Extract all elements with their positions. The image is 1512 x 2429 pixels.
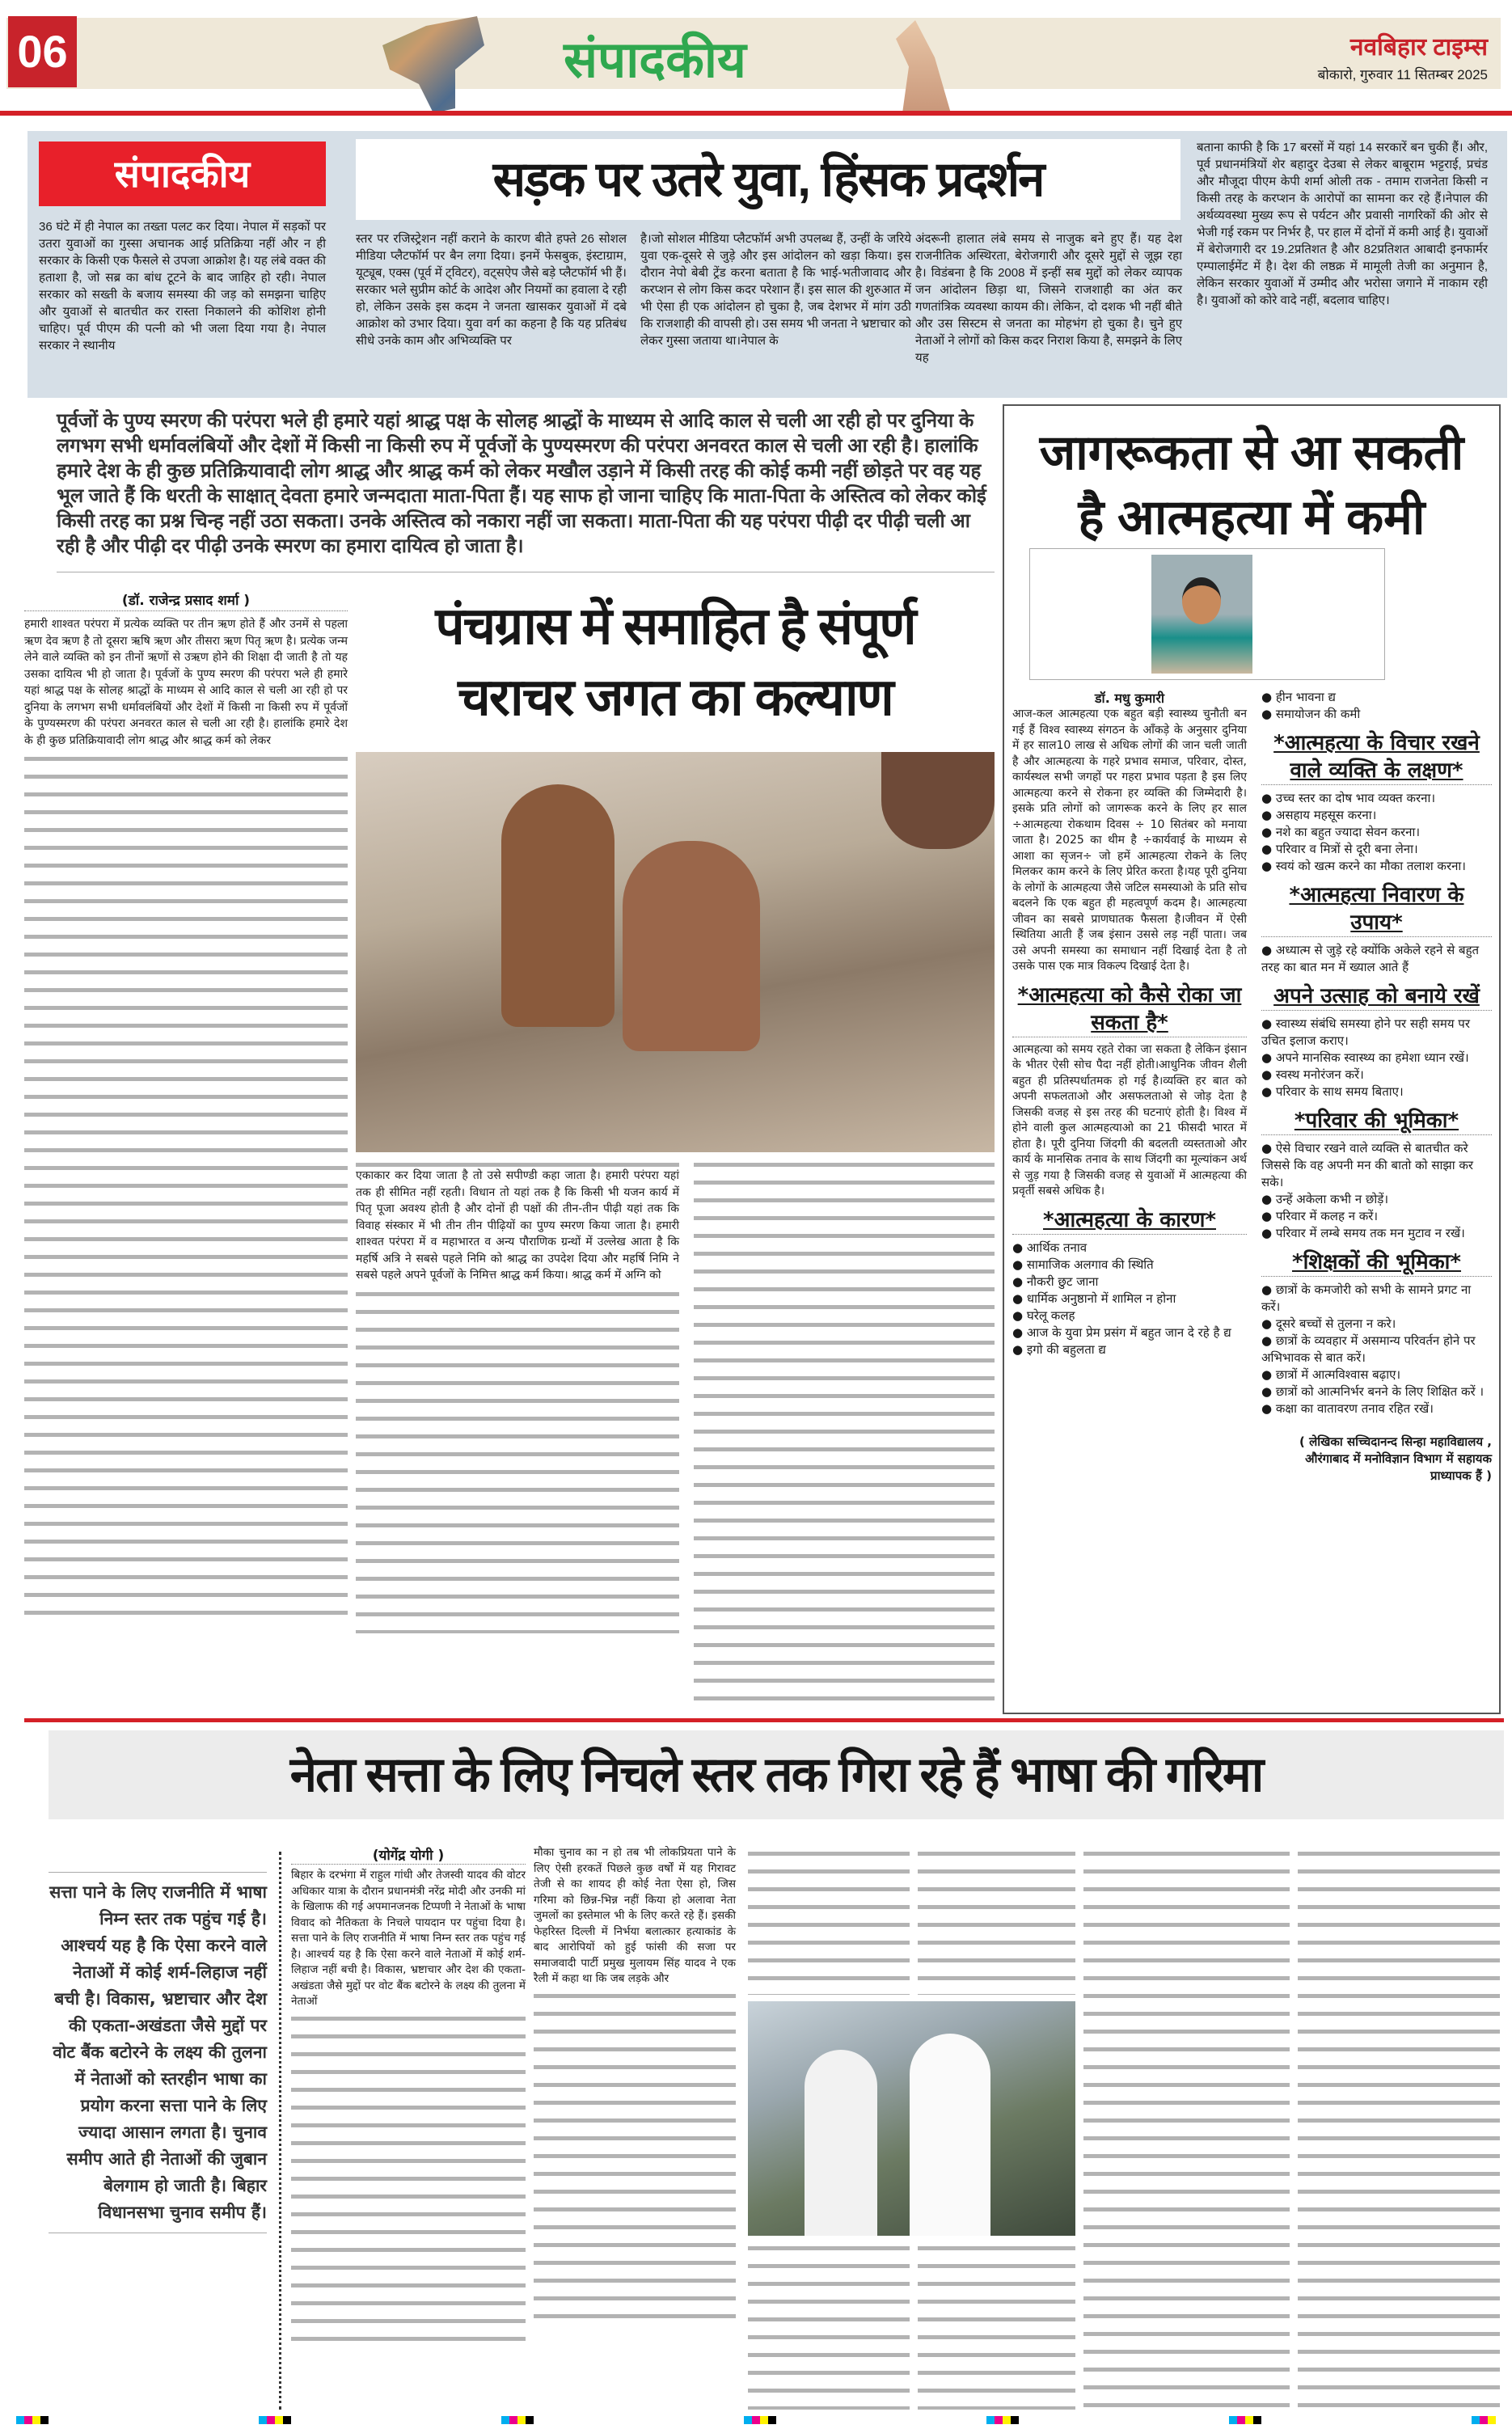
person-figure xyxy=(805,2050,877,2236)
politicians-photo xyxy=(748,2001,1075,2236)
list-item: ● छात्रों में आत्मविश्वास बढ़ाए। xyxy=(1261,1367,1492,1383)
list-item: ● उच्च स्तर का दोष भाव व्यक्त करना। xyxy=(1261,790,1492,807)
list-item: ● नौकरी छुट जाना xyxy=(1012,1274,1247,1291)
registration-marks xyxy=(16,2416,1496,2424)
list-item: ● परिवार व मित्रों से दूरी बना लेना। xyxy=(1261,841,1492,858)
list-item: ● ऐसे विचार रखने वाले व्यक्ति से बातचीत करे जिससे कि वह अपनी मन की बातो को साझा कर सके। xyxy=(1261,1140,1492,1191)
remedy-list xyxy=(1261,942,1492,976)
pullquote-text: सत्ता पाने के लिए राजनीति में भाषा निम्न स्तर तक पहुंच गई है। आश्चर्य यह है कि ऐसा करने वाले नेताओं में कोई शर्म-लिहाज नहीं बची है। विकास, भ्रष्टाचार और देश की एकता-अखंडता जैसे मुद्दों पर वोट बैंक बटोरने के लक्ष्य की तुलना में नेताओं को स्तरहीन भाषा का प्रयोग करना सत्ता पाने के लिए ज्यादा आसान लगता है। चुनाव समीप आते ही नेताओं की जुबान बेलगाम हो जाती है। बिहार विधानसभा चुनाव समीप हैं। xyxy=(49,1882,267,2222)
section-title: संपादकीय xyxy=(564,32,746,88)
list-item: ● परिवार में कलह न करें। xyxy=(1261,1208,1492,1225)
list-item: ● आर्थिक तनाव xyxy=(1012,1240,1247,1257)
suicide-headline xyxy=(1011,420,1493,550)
dotted-divider xyxy=(279,1852,281,2410)
list-item: ● उन्हें अकेला कभी न छोड़ें। xyxy=(1261,1191,1492,1208)
text-block xyxy=(694,1156,995,1710)
author-note: ( लेखिका सच्चिदानन्द सिन्हा महाविद्यालय , औरंगाबाद में मनोविज्ञान विभाग में सहायक प्राध्यापक हैं ) xyxy=(1299,1434,1492,1483)
signs-list xyxy=(1261,790,1492,875)
article-column xyxy=(24,616,348,1712)
article-text: आत्महत्या को समय रहते रोका जा सकता है लेकिन इंसान के भीतर ऐसी सोच पैदा नहीं होती।आधुनिक जीवन शैली बहुत ही प्रतिस्पर्धातमक हो गई है।व्यक्ति हर बात को अपनी सफलताओ और असफलताओ से जोड़ देता है जिसकी वजह से इस तरह की घटनाएं होती है। विश्व में होने वाली कुल आत्महत्याओ का 21 फीसदी भारत में होता है। पूरी दुनिया जिंदगी की बदलती व्यस्तताओ और कार्य के मानसिक तनाव के साथ जिंदगी का मूल्यांकन अर्थ से जुड़ गया है जिसकी वजह से युवाओं में आत्महत्या की प्रवृर्ती सबसे अधिक है। xyxy=(1012,1042,1247,1198)
causes-list xyxy=(1012,1240,1247,1358)
article-column xyxy=(534,1845,736,2411)
editorial-column: 36 घंटे में ही नेपाल का तख्ता पलट कर दिया। नेपाल में सड़कों पर उतरा युवाओं का गुस्सा अचानक आई प्रतिक्रिया नहीं और न ही सरकार के किसी एक फैसले से उपजा आक्रोश है। यह लंबे वक्त की हताशा है, जो सब्र का बांध टूटने के बाद जाहिर हो रही। नेपाल सरकार को सख्ती के बजाय समस्या की जड़ को समझना चाहिए और युवाओं से बातचीत कर रास्ता निकालने की कोशिश होनी चाहिए। पूर्व पीएम की पत्नी को भी जला दिया गया है। नेपाल सरकार ने स्थानीय xyxy=(39,220,326,353)
face xyxy=(1182,577,1221,624)
list-item: ● धार्मिक अनुष्ठानो में शामिल न होना xyxy=(1012,1291,1247,1307)
list-item: ● आज के युवा प्रेम प्रसंग में बहुत जान दे रहे है द्य xyxy=(1012,1324,1247,1341)
article-text: हमारी शाश्वत परंपरा में प्रत्येक व्यक्ति पर तीन ऋण होते हैं और उनमें से पहला ऋण देव ऋण है तो दूसरा ऋषि ऋण और तीसरा ऋण पितृ ऋण है। प्रत्येक जन्म लेने वाले व्यक्ति को इन तीनों ऋणों से उऋण होने की शिक्षा दी जाती है तो यह उसका दायित्व भी हो जाता है। पूर्वजों के पुण्य स्मरण की परंपरा भले ही हमारे यहां श्राद्ध पक्ष के सोलह श्राद्धों के माध्यम से आदि काल से चली आ रही हो पर दुनिया के लगभग सभी धर्मावलंबियों और देशों में किसी ना किसी रुप में पूर्वजों के पुण्यस्मरण की परंपरा अनवरत काल से चली आ रही है। हालांकि हमारे देश के ही कुछ प्रतिक्रियावादी लोग श्राद्ध और श्राद्ध कर्म को लेकर xyxy=(24,618,348,747)
article-column xyxy=(356,1156,679,1714)
editorial-headline: सड़क पर उतरे युवा, हिंसक प्रदर्शन xyxy=(356,139,1180,220)
causes-list-cont xyxy=(1261,689,1492,723)
language-headline: नेता सत्ता के लिए निचले स्तर तक गिरा रहे हैं भाषा की गरिमा xyxy=(49,1730,1504,1819)
list-item: ● अध्यात्म से जुड़े रहे क्योंकि अकेले रहने से बहुत तरह का बात मन में ख्याल आते हैं xyxy=(1261,942,1492,976)
enthusiasm-list xyxy=(1261,1016,1492,1100)
dateline: बोकारो, गुरुवार 11 सितम्बर 2025 xyxy=(1317,67,1488,82)
masthead-rule xyxy=(0,111,1512,116)
text-block xyxy=(748,1845,910,1995)
text-block xyxy=(918,2240,1075,2410)
subheading: *आत्महत्या के विचार रखने वाले व्यक्ति के लक्षण* xyxy=(1261,729,1492,785)
headline-line: है आत्महत्या में कमी xyxy=(1078,490,1425,544)
text-block xyxy=(918,1845,1075,1995)
byline: (डॉ. राजेन्द्र प्रसाद शर्मा ) xyxy=(121,593,251,609)
subheading: *आत्महत्या निवारण के उपाय* xyxy=(1261,881,1492,937)
text-block xyxy=(1083,1845,1290,2410)
person-figure xyxy=(501,784,615,1027)
section-rule xyxy=(24,1718,1504,1722)
divider xyxy=(24,610,348,611)
list-item: ● स्वयं को खत्म करने का मौका तलाश करना। xyxy=(1261,858,1492,875)
editorial-column: स्तर पर रजिस्ट्रेशन नहीं कराने के कारण बीते हफ्ते 26 सोशल मीडिया प्लैटफॉर्म पर बैन लगा दिया। इनमें फेसबुक, इंस्टाग्राम, यूट्यूब, एक्स (पूर्व में ट्विटर), वट्सऐप जैसे बड़े प्लैटफॉर्म भी हैं। सरकार भले सुप्रीम कोर्ट के आदेश और नियमों का हवाला दे रही हो, लेकिन उसके इस कदम ने जनता खासकर युवाओं में दबे आक्रोश को उभार दिया। युवा वर्ग का कहना है कि यह प्रतिबंध सीधे उनके काम और अभिव्यक्ति पर xyxy=(356,232,627,348)
article-column xyxy=(291,1868,526,2410)
list-item: ● इगो की बहुलता द्य xyxy=(1012,1341,1247,1358)
editorial-column: अंदरूनी हालात लंबे समय से नाजुक बने हुए हैं। यह देश राजनीतिक अस्थिरता, बेरोजगारी और दूसरे मुद्दों से जूझ रहा है। विडंबना है कि 2008 में इन्हीं सब मुद्दों को लेकर व्यापक जन आंदोलन छिड़ा था, जिसने राजशाही का अंत कर गणतांत्रिक व्यवस्था कायम की। लेकिन, दो दशक भी नहीं बीते और उस सिस्टम से जनता का मोहभंग हो चुका है। चुने हुए नेताओं ने लोगों को किस कदर निराश किया है, समझने के लिए यह xyxy=(915,232,1182,365)
list-item: ● दूसरे बच्चों से तुलना न करे। xyxy=(1261,1316,1492,1333)
pullquote xyxy=(49,1872,267,2233)
article-text: बिहार के दरभंगा में राहुल गांधी और तेजस्वी यादव की वोटर अधिकार यात्रा के दौरान प्रधानमंत्री नरेंद्र मोदी और उनकी मां के खिलाफ की गई अपमानजनक टिप्पणी ने नेताओं के भाषा विवाद को नैतिकता के निचले पायदान पर पहुंचा दिया है। सत्ता पाने के लिए राजनीति में भाषा निम्न स्तर तक पहुंच गई है। आश्चर्य यह है कि ऐसा करने वाले नेताओं में कोई शर्म-लिहाज नहीं बची है। विकास, भ्रष्टाचार और देश की एकता-अखंडता जैसे मुद्दों पर वोट बैंक बटोरने के लक्ष्य की तुलना में नेताओं xyxy=(291,1869,526,2008)
text-block xyxy=(1298,1845,1500,2410)
headline-line: जागरूकता से आ सकती xyxy=(1039,425,1464,479)
person-figure xyxy=(910,2034,990,2236)
list-item: ● समायोजन की कमी xyxy=(1261,706,1492,723)
editorial-label: संपादकीय xyxy=(39,142,326,206)
headline-line: पंचग्रास में समाहित है संपूर्ण xyxy=(435,597,915,655)
river-ritual-photo xyxy=(356,752,995,1152)
list-item: ● घरेलू कलह xyxy=(1012,1307,1247,1324)
list-item: ● असहाय महसूस करना। xyxy=(1261,807,1492,824)
subheading: *शिक्षकों की भूमिका* xyxy=(1261,1248,1492,1277)
list-item: ● नशे का बहुत ज्यादा सेवन करना। xyxy=(1261,824,1492,841)
list-item: ● छात्रों के व्यवहार में असमान्य परिवर्तन होने पर अभिभावक से बात करें। xyxy=(1261,1333,1492,1367)
subheading: *आत्महत्या के कारण* xyxy=(1012,1206,1247,1235)
author-name: डॉ. मधु कुमारी xyxy=(1094,691,1165,706)
page-number: 06 xyxy=(8,16,77,87)
list-item: ● अपने मानसिक स्वास्थ्य का हमेशा ध्यान रखें। xyxy=(1261,1050,1492,1067)
list-item: ● सामाजिक अलगाव की स्थिति xyxy=(1012,1257,1247,1274)
article-text: आज-कल आत्महत्या एक बहुत बड़ी स्वास्थ्य चुनौती बन गई हैं विश्व स्वास्थ्य संगठन के आँकड़े के अनुसार दुनिया में हर साल10 लाख से अधिक लोगों की जान चली जाती है और आत्महत्या के गहरे प्रभाव समाज, परिवार, दोस्त, कार्यस्थल सभी जगहों पर गहरा प्रभाव पड़ता है इस लिए आत्महत्या करने से रोकना हर व्यक्ति की जिम्मेदारी है।इसके प्रति लोगों को जागरूक करने के लिए हर साल ÷आत्महत्या रोकथाम दिवस ÷ 10 सितंबर को मनाया जाता है। 2025 का थीम है ÷कार्यवाई के माध्यम से आशा का सृजन÷ जो हमें आत्महत्या रोकने के लिए मिलकर काम करने के लिए प्रेरित करता है।यह पूरी दुनिया के लोगों के आत्महत्या जैसे जटिल समस्याओ के प्रति सोच बदलने कि एक बहुत ही महत्वपूर्ण कदम है। आत्महत्या जीवन का सबसे प्राणघातक फैसला है।जीवन में ऐसी स्थितिया आती हैं जब इंसान उससे लड़ नहीं पाता। जब उसे अपनी समस्या का समाधान नहीं दिखाई देता है तो उसके पास एक मात्र विकल्प दिखाई देता है। xyxy=(1012,708,1247,973)
list-item: ● छात्रों के कमजोरी को सभी के सामने प्रगट ना करें। xyxy=(1261,1282,1492,1316)
author-photo xyxy=(1151,555,1252,674)
shraddh-intro: पूर्वजों के पुण्य स्मरण की परंपरा भले ही हमारे यहां श्राद्ध पक्ष के सोलह श्राद्धों के माध्यम से आदि काल से चली आ रही हो पर दुनिया के लगभग सभी धर्मावलंबियों और देशों में किसी ना किसी रुप में पूर्वजों के पुण्यस्मरण की परंपरा अनवरत काल से चली आ रही है। हालांकि हमारे देश के ही कुछ प्रतिक्रियावादी लोग श्राद्ध और श्राद्ध कर्म को लेकर मखौल उड़ाने में किसी तरह की कोई कमी नहीं छोड़ते पर वह यह भूल जाते हैं कि धरती के साक्षात् देवता हमारे जन्मदाता माता-पिता हैं। यह साफ हो जाना चाहिए कि माता-पिता के अस्तित्व को लेकर कोई किसी तरह का प्रश्न चिन्ह नहीं उठा सकता। उनके अस्तित्व को नकारा नहीं जा सकता। माता-पिता की यह परंपरा पीढ़ी दर पीढ़ी चली आ रही है और पीढ़ी दर पीढ़ी उनके स्मरण का हमारा दायित्व हो जाता है। xyxy=(57,410,986,557)
text-block xyxy=(356,1156,679,1168)
paper-name: नवबिहार टाइम्स xyxy=(1349,34,1488,61)
list-item: ● परिवार के साथ समय बिताए। xyxy=(1261,1084,1492,1100)
list-item: ● परिवार में लम्बे समय तक मन मुटाव न रखें। xyxy=(1261,1225,1492,1242)
article-text: मौका चुनाव का न हो तब भी लोकप्रियता पाने के लिए ऐसी हरकतें पिछले कुछ वर्षों में यह गिरावट तेजी से का शायद ही कोई नेता ऐसा हो, जिस गरिमा को छिन्न-भिन्न नहीं किया हो अलावा नेता जुमलों का इस्तेमाल भी के लिए करते रहे हैं। इसकी फेहरिस्त दिल्ली में निर्भया बलात्कार हत्याकांड के बाद आरोपियों को हुई फांसी की सजा पर समाजवादी पार्टी प्रमुख मुलायम सिंह यादव ने एक रैली में कहा था कि जब लड़के और xyxy=(534,1846,736,1985)
text-block xyxy=(748,2240,910,2410)
list-item: ● हीन भावना द्य xyxy=(1261,689,1492,706)
subheading: *परिवार की भूमिका* xyxy=(1261,1107,1492,1135)
shraddh-headline xyxy=(356,590,995,733)
suicide-col-left xyxy=(1012,689,1247,1358)
person-figure xyxy=(881,752,995,849)
editorial-column: है।जो सोशल मीडिया प्लैटफॉर्म अभी उपलब्ध हैं, उन्हीं के जरिये युवा एक-दूसरे से जुड़े और इस आंदोलन को खड़ा किया। इस दौरान नेपो बेबी ट्रेंड करना बताता है कि भाई-भतीजावाद और करप्शन से लोग किस कदर परेशान हैं। इस साल की शुरुआत में भी ऐसा ही एक आंदोलन हो चुका है, जब देशभर में मांग उठी कि राजशाही की वापसी हो। उस समय भी जनता ने भ्रष्टाचार को लेकर गुस्सा जताया था।नेपाल के xyxy=(640,232,911,348)
person-figure xyxy=(623,841,760,1051)
subheading: *आत्महत्या को कैसे रोका जा सकता है* xyxy=(1012,982,1247,1037)
list-item: ● छात्रों को आत्मनिर्भर बनने के लिए शिक्षित करें । xyxy=(1261,1383,1492,1400)
headline-line: चराचर जगत का कल्याण xyxy=(458,668,893,726)
subheading: अपने उत्साह को बनाये रखें xyxy=(1261,982,1492,1011)
text-block xyxy=(356,1286,679,1633)
list-item: ● स्वास्थ्य संबंधि समस्या होने पर सही समय पर उचित इलाज कराए। xyxy=(1261,1016,1492,1050)
list-item: ● स्वस्थ मनोरंजन करें। xyxy=(1261,1067,1492,1084)
teachers-list xyxy=(1261,1282,1492,1417)
article-text: एकाकार कर दिया जाता है तो उसे सपीण्डी कहा जाता है। हमारी परंपरा यहां तक ही सीमित नहीं रहती। विधान तो यहां तक है कि किसी भी यजन कार्य में पितृ पूजा अवश्य होती है और दोनों ही पक्षों की तीन-तीन पीढ़ी यहां तक कि विवाह संस्कार में भी तीन तीन पीढ़ियों का पुण्य स्मरण किया जाता है। हमारी शाश्वत परंपरा में व महाभारत व अन्य पौराणिक ग्रन्थों में उल्लेख आता है कि महर्षि अत्रि ने सबसे पहले निमि को श्राद्ध का उपदेश दिया और महर्षि निमि ने सबसे पहले अपने पूर्वजों के निमित्त श्राद्ध कर्म किया। श्राद्ध कर्म में अग्नि को xyxy=(356,1169,679,1282)
text-block xyxy=(291,2010,526,2350)
list-item: ● कक्षा का वातावरण तनाव रहित रखें। xyxy=(1261,1400,1492,1417)
family-list xyxy=(1261,1140,1492,1242)
text-block xyxy=(534,1988,736,2327)
text-block xyxy=(24,750,348,1620)
editorial-column: बताना काफी है कि 17 बरसों में यहां 14 सरकारें बन चुकी हैं। और, पूर्व प्रधानमंत्रियों शेर बहादुर देउबा से लेकर बाबूराम भट्टराई, प्रचंड और मौजूदा पीएम केपी शर्मा ओली तक - तमाम राजनेता किसी न किसी तरह के करप्शन के आरोपों का सामना कर रहे हैं।नेपाल की अर्थव्यवस्था मुख्य रूप से पर्यटन और प्रवासी नागरिकों की ओर से भेजी गई रकम पर निर्भर है, पर हाल में दोनों में कमी आई है। युवाओं में बेरोजगारी दर 19.2प्रतिशत है और 82प्रतिशत आबादी इनफार्मर एम्पालाईमेंट में है। देश की लष्ठक्र में मामूली तेजी का अनुमान है, लेकिन सरकार युवाओं में उम्मीद और भरोसा जगाने में नाकाम रही है। युवाओं को कोरे वादे नहीं, बदलाव चाहिए। xyxy=(1197,141,1488,307)
byline: (योगेंद्र योगी ) xyxy=(291,1845,526,1865)
suicide-col-right xyxy=(1261,689,1492,1485)
